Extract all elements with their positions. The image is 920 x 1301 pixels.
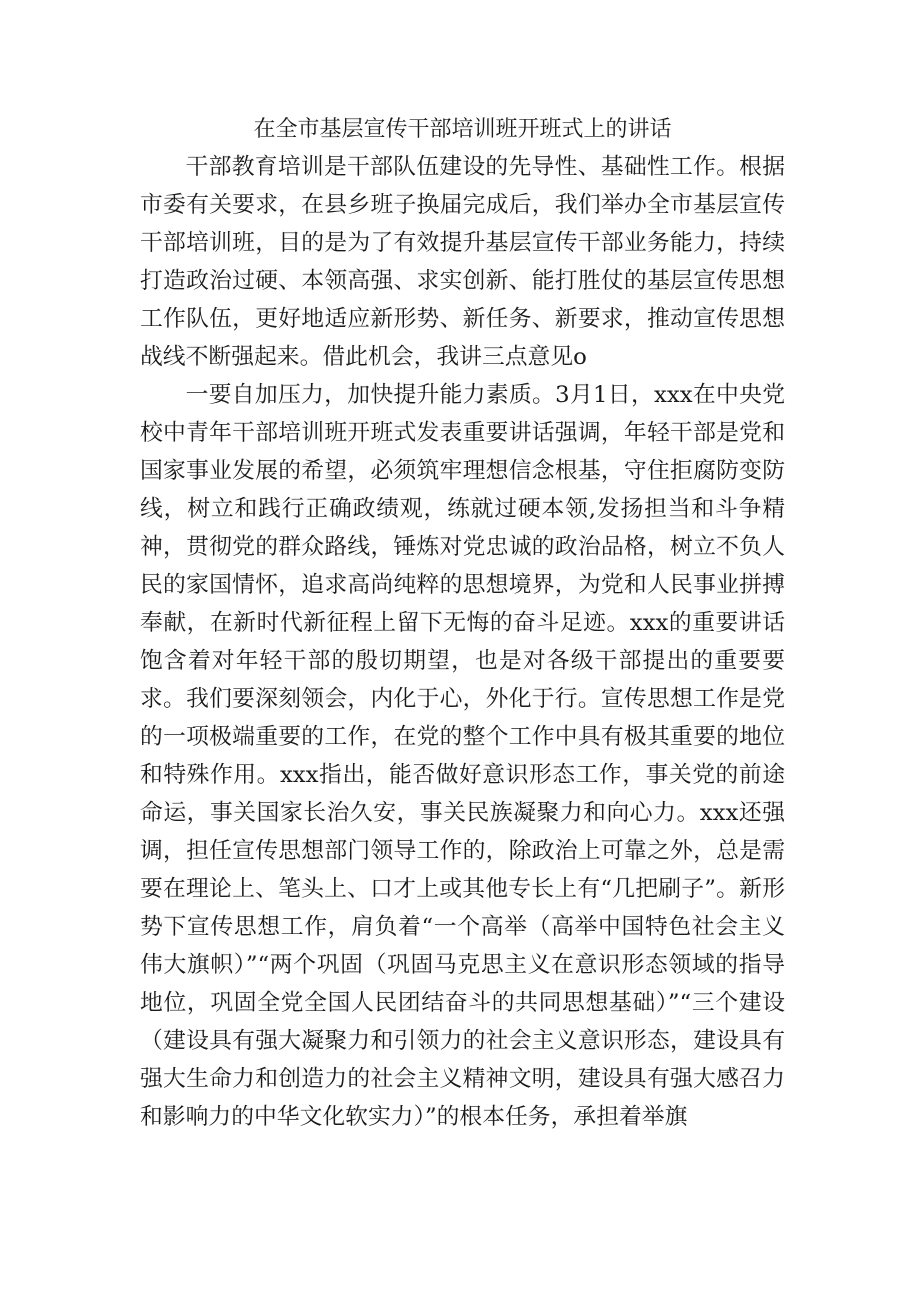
document-title: 在全市基层宣传干部培训班开班式上的讲话 — [253, 117, 672, 142]
paragraph-intro: 干部教育培训是干部队伍建设的先导性、基础性工作。根据市委有关要求，在县乡班子换届完成后，我们举办全市基层宣传干部培训班，目的是为了有效提升基层宣传干部业务能力，持续打造政治过硬、本领高强、求实创新、能打胜仗的基层宣传思想工作队伍，更好地适应新形势、新任务、新要求，推动宣传思想战线不断强起来。借此机会，我讲三点意见o — [140, 154, 785, 370]
paragraph-point-one: 一要自加压力，加快提升能力素质。3月1日，xxx在中央党校中青年干部培训班开班式发表重要讲话强调，年轻干部是党和国家事业发展的希望，必须筑牢理想信念根基，守住拒腐防变防线，树立和践行正确政绩观，练就过硬本领,发扬担当和斗争精神，贯彻党的群众路线，锤炼对党忠诚的政治品格，树立不负人民的家国情怀，追求高尚纯粹的思想境界，为党和人民事业拼搏奉献，在新时代新征程上留下无悔的奋斗足迹。xxx的重要讲话饱含着对年轻干部的殷切期望，也是对各级干部提出的重要要求。我们要深刻领会，内化于心，外化于行。宣传思想工作是党的一项极端重要的工作，在党的整个工作中具有极其重要的地位和特殊作用。xxx指出，能否做好意识形态工作，事关党的前途命运，事关国家长治久安，事关民族凝聚力和向心力。xxx还强调，担任宣传思想部门领导工作的，除政治上可靠之外，总是需要在理论上、笔头上、口才上或其他专长上有“几把刷子”。新形势下宣传思想工作，肩负着“一个高举（高举中国特色社会主义伟大旗帜）”“两个巩固（巩固马克思主义在意识形态领域的指导地位，巩固全党全国人民团结奋斗的共同思想基础）”“三个建设（建设具有强大凝聚力和引领力的社会主义意识形态，建设具有强大生命力和创造力的社会主义精神文明，建设具有强大感召力和影响力的中华文化软实力）”的根本任务，承担着举旗 — [140, 382, 785, 1130]
document-body — [140, 112, 785, 1136]
